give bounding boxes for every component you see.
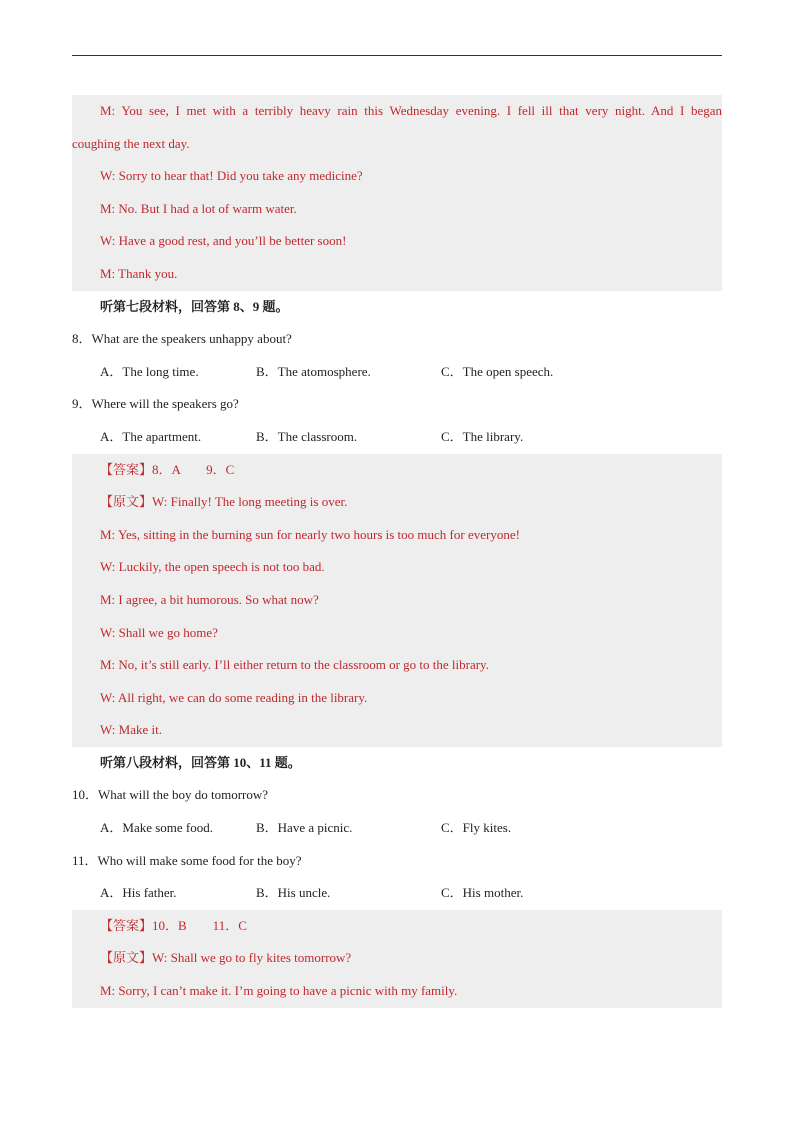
transcript-line: M: You see, I met with a terribly heavy rain this Wednesday evening. I fell ill that very night. And I began [100, 103, 722, 118]
transcript-line: M: Thank you. [100, 265, 178, 281]
transcript-line: W: All right, we can do some reading in the library. [100, 689, 368, 705]
option-c: C．The open speech. [441, 363, 554, 379]
original-tag: 【原文】 [100, 494, 153, 510]
question-11-options [72, 877, 722, 910]
question-11: 11．Who will make some food for the boy? [72, 852, 302, 868]
transcript-line: W: Luckily, the open speech is not too bad. [100, 559, 325, 575]
option-a: A．Make some food. [100, 820, 214, 836]
question-9: 9．Where will the speakers go? [72, 396, 239, 412]
answer-tag: 【答案】 [100, 917, 153, 933]
question-8: 8．What are the speakers unhappy about? [72, 331, 292, 347]
transcript-line: M: I agree, a bit humorous. So what now? [100, 591, 319, 607]
transcript-line: W: Sorry to hear that! Did you take any medicine? [100, 168, 363, 184]
answer-panel-8 [72, 910, 722, 1008]
question-8-options [72, 356, 722, 389]
transcript-line: W: Have a good rest, and you’ll be better soon! [100, 233, 347, 249]
answer-line [72, 454, 722, 487]
section-heading-7: 听第七段材料，回答第 8、9 题。 [100, 298, 289, 314]
option-b: B．The classroom. [256, 428, 358, 444]
transcript-line: M: Yes, sitting in the burning sun for nearly two hours is too much for everyone! [100, 526, 520, 542]
option-b: B．Have a picnic. [256, 820, 353, 836]
header-rule [72, 55, 722, 56]
transcript-panel-6 [72, 95, 722, 291]
page-content [72, 95, 722, 1008]
original-tag: 【原文】 [100, 950, 153, 966]
option-b: B．The atomosphere. [256, 363, 371, 379]
option-a: A．His father. [100, 885, 177, 901]
answer-line [72, 910, 722, 943]
option-c: C．Fly kites. [441, 820, 512, 836]
original-line [72, 942, 722, 975]
answer-text: 8．A 9．C [152, 461, 235, 477]
original-line [72, 486, 722, 519]
option-c: C．His mother. [441, 885, 524, 901]
transcript-line: W: Shall we go to fly kites tomorrow? [152, 950, 352, 966]
transcript-line: M: Sorry, I can’t make it. I’m going to have a picnic with my family. [100, 983, 458, 999]
option-c: C．The library. [441, 428, 524, 444]
answer-panel-7 [72, 454, 722, 747]
answer-tag: 【答案】 [100, 461, 153, 477]
answer-text: 10．B 11．C [152, 917, 247, 933]
transcript-line: W: Finally! The long meeting is over. [152, 494, 348, 510]
transcript-line: W: Make it. [100, 722, 162, 738]
transcript-line: W: Shall we go home? [100, 624, 218, 640]
question-9-options [72, 421, 722, 454]
question-10-options [72, 812, 722, 845]
section-heading-8: 听第八段材料，回答第 10、11 题。 [100, 754, 301, 770]
transcript-line: coughing the next day. [72, 135, 190, 151]
transcript-line: M: No. But I had a lot of warm water. [100, 200, 297, 216]
option-a: A．The long time. [100, 363, 199, 379]
question-10: 10．What will the boy do tomorrow? [72, 787, 269, 803]
option-b: B．His uncle. [256, 885, 331, 901]
option-a: A．The apartment. [100, 428, 202, 444]
transcript-line: M: No, it’s still early. I’ll either return to the classroom or go to the library. [100, 657, 489, 673]
